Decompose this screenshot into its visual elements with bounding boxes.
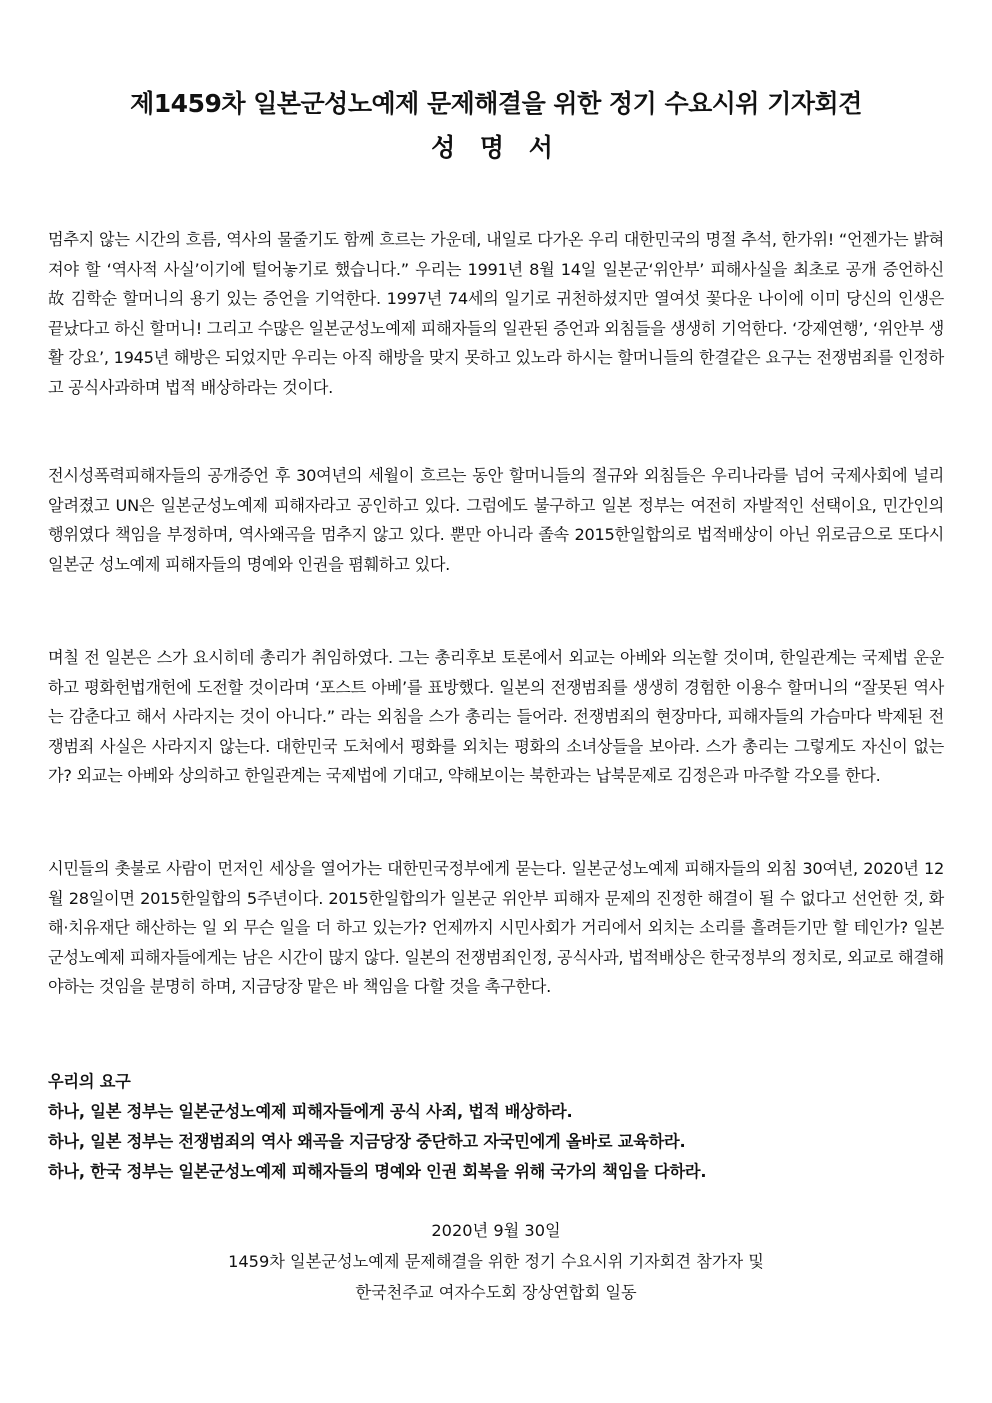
- demand-item-3: 하나, 한국 정부는 일본군성노예제 피해자들의 명예와 인권 회복을 위해 국가의 책임을 다하라.: [48, 1162, 707, 1181]
- paragraph-2: 전시성폭력피해자들의 공개증언 후 30여년의 세월이 흐르는 동안 할머니들의 절규와 외침들은 우리나라를 넘어 국제사회에 널리 알려졌고 UN은 일본군성노예제 피해자라고 공인하고 있다. 그럼에도 불구하고 일본 정부는 여전히 자발적인 선택이요, 민간인의 행위였다 책임을 부정하며, 역사왜곡을 멈추지 않고 있다. 뿐만 아니라 졸속 2015한일합의로 법적배상이 아닌 위로금으로 또다시 일본군 성노예제 피해자들의 명예와 인권을 폄훼하고 있다.: [48, 466, 944, 574]
- signature-block: [0, 1215, 992, 1308]
- document-title: 제1459차 일본군성노예제 문제해결을 위한 정기 수요시위 기자회견: [130, 89, 862, 118]
- paragraph-1: 멈추지 않는 시간의 흐름, 역사의 물줄기도 함께 흐르는 가운데, 내일로 다가온 우리 대한민국의 명절 추석, 한가위! “언젠가는 밝혀져야 할 ‘역사적 사실’이기에 털어놓기로 했습니다.” 우리는 1991년 8월 14일 일본군‘위안부’ 피해사실을 최초로 공개 증언하신 故 김학순 할머니의 용기 있는 증언을 기억한다. 1997년 74세의 일기로 귀천하셨지만 열여섯 꽃다운 나이에 이미 당신의 인생은 끝났다고 하신 할머니! 그리고 수많은 일본군성노예제 피해자들의 일관된 증언과 외침들을 생생히 기억한다. ‘강제연행’, ‘위안부 생활 강요’, 1945년 해방은 되었지만 우리는 아직 해방을 맞지 못하고 있노라 하시는 할머니들의 한결같은 요구는 전쟁범죄를 인정하고 공식사과하며 법적 배상하라는 것이다.: [48, 230, 944, 397]
- demand-item-2: 하나, 일본 정부는 전쟁범죄의 역사 왜곡을 지금당장 중단하고 자국민에게 올바로 교육하라.: [48, 1132, 686, 1151]
- signatory-line-2: 한국천주교 여자수도회 장상연합회 일동: [355, 1283, 637, 1302]
- demands-section: [48, 1067, 948, 1187]
- paragraph-4: 시민들의 촛불로 사람이 먼저인 세상을 열어가는 대한민국정부에게 묻는다. 일본군성노예제 피해자들의 외침 30여년, 2020년 12월 28일이면 2015한일합의 5주년이다. 2015한일합의가 일본군 위안부 피해자 문제의 진정한 해결이 될 수 없다고 선언한 것, 화해·치유재단 해산하는 일 외 무슨 일을 더 하고 있는가? 언제까지 시민사회가 거리에서 외치는 소리를 흘려듣기만 할 테인가? 일본군성노예제 피해자들에게는 남은 시간이 많지 않다. 일본의 전쟁범죄인정, 공식사과, 법적배상은 한국정부의 정치로, 외교로 해결해야하는 것임을 분명히 하며, 지금당장 맡은 바 책임을 다할 것을 촉구한다.: [48, 859, 944, 997]
- statement-date: 2020년 9월 30일: [431, 1221, 561, 1240]
- demand-item-1: 하나, 일본 정부는 일본군성노예제 피해자들에게 공식 사죄, 법적 배상하라.: [48, 1102, 573, 1121]
- demands-heading: 우리의 요구: [48, 1072, 131, 1091]
- document-subtitle: 성 명 서: [431, 133, 561, 162]
- signatory-line-1: 1459차 일본군성노예제 문제해결을 위한 정기 수요시위 기자회견 참가자 및: [228, 1252, 764, 1271]
- paragraph-3: 며칠 전 일본은 스가 요시히데 총리가 취임하였다. 그는 총리후보 토론에서 외교는 아베와 의논할 것이며, 한일관계는 국제법 운운하고 평화헌법개헌에 도전할 것이라며 ‘포스트 아베’를 표방했다. 일본의 전쟁범죄를 생생히 경험한 이용수 할머니의 “잘못된 역사는 감춘다고 해서 사라지는 것이 아니다.” 라는 외침을 스가 총리는 들어라. 전쟁범죄의 현장마다, 피해자들의 가슴마다 박제된 전쟁범죄 사실은 사라지지 않는다. 대한민국 도처에서 평화를 외치는 평화의 소녀상들을 보아라. 스가 총리는 그렇게도 자신이 없는가? 외교는 아베와 상의하고 한일관계는 국제법에 기대고, 약해보이는 북한과는 납북문제로 김정은과 마주할 각오를 한다.: [48, 648, 944, 786]
